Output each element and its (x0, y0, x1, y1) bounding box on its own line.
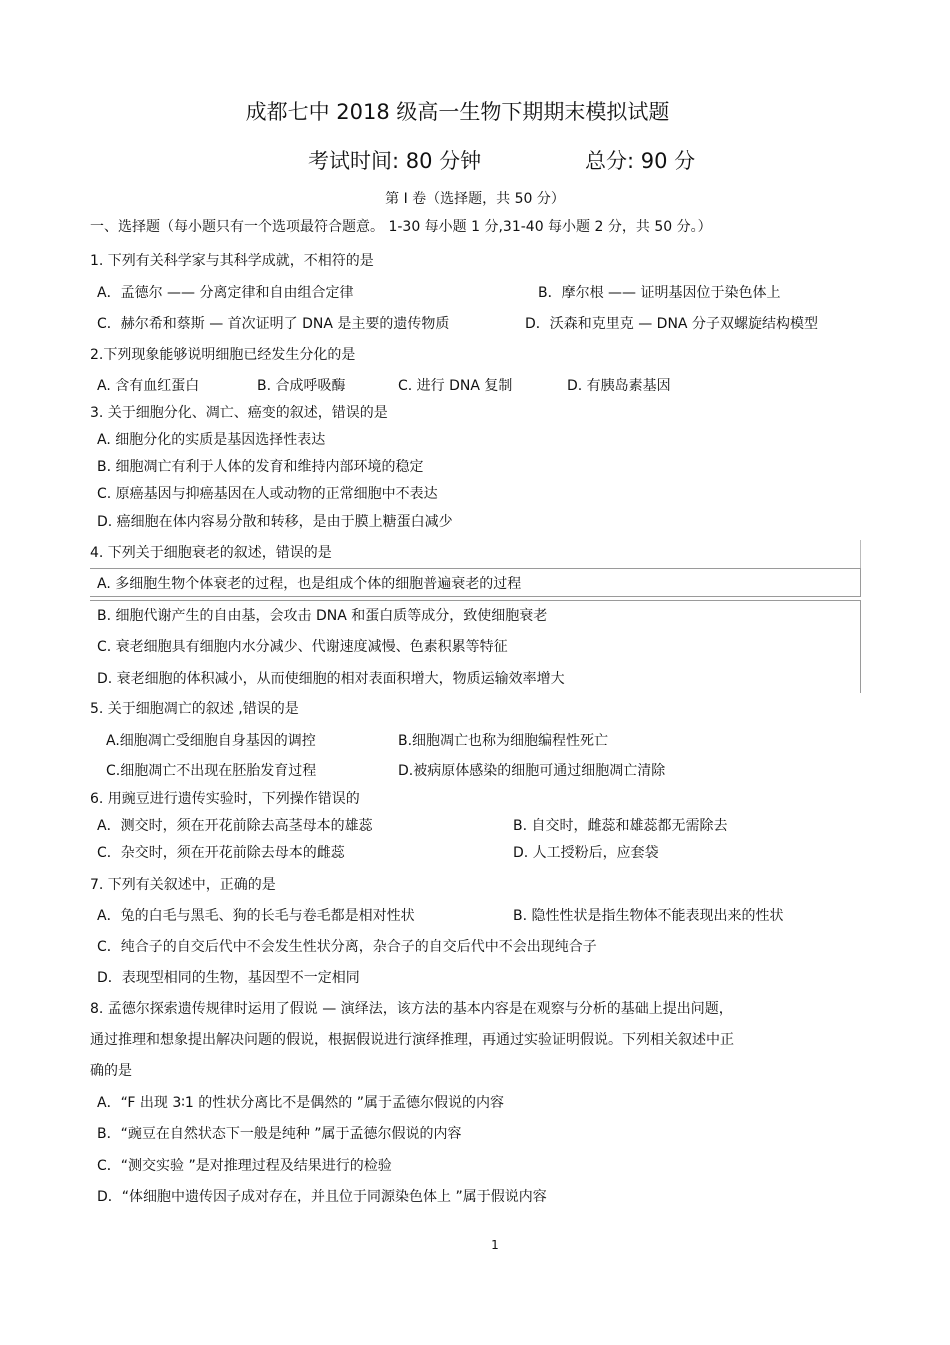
option-line: B．“豌豆在自然状态下一般是纯种 ”属于孟德尔假说的内容 (97, 1126, 462, 1142)
option-line: D. 癌细胞在体内容易分散和转移，是由于膜上糖蛋白减少 (97, 514, 453, 530)
question-stem: 6. 用豌豆进行遗传实验时，下列操作错误的 (90, 791, 360, 807)
instruction-text: 一、选择题（每小题只有一个选项最符合题意。 1-30 每小题 1 分,31-40 每小题 2 分，共 50 分。） (90, 219, 712, 235)
option-line: C．杂交时，须在开花前除去母本的雌蕊 (97, 845, 345, 861)
option-line: D．沃森和克里克 — DNA 分子双螺旋结构模型 (525, 316, 818, 332)
option-line: B. 细胞代谢产生的自由基，会攻击 DNA 和蛋白质等成分，致使细胞衰老 (97, 608, 548, 624)
question-stem: 1. 下列有关科学家与其科学成就，不相符的是 (90, 253, 374, 269)
option-line: C．“测交实验 ”是对推理过程及结果进行的检验 (97, 1158, 392, 1174)
option-line: B. 自交时，雌蕊和雄蕊都无需除去 (513, 818, 728, 834)
option-line: D. 衰老细胞的体积减小，从而使细胞的相对表面积增大，物质运输效率增大 (97, 671, 565, 687)
option-line: B．摩尔根 —— 证明基因位于染色体上 (538, 285, 781, 301)
option-line: D．表现型相同的生物，基因型不一定相同 (97, 970, 360, 986)
option-line: A．“F 出现 3∶1 的性状分离比不是偶然的 ”属于孟德尔假说的内容 (97, 1095, 504, 1111)
option-line: A．兔的白毛与黑毛、狗的长毛与卷毛都是相对性状 (97, 908, 415, 924)
question-stem: 确的是 (90, 1063, 132, 1079)
page-number: 1 (491, 1238, 499, 1252)
option-line: A. 含有血红蛋白 (97, 378, 200, 394)
option-line: B. 合成呼吸酶 (257, 378, 346, 394)
option-line: B.细胞凋亡也称为细胞编程性死亡 (398, 733, 609, 749)
option-line: C．赫尔希和蔡斯 — 首次证明了 DNA 是主要的遗传物质 (97, 316, 450, 332)
question-stem: 2.下列现象能够说明细胞已经发生分化的是 (90, 347, 356, 363)
question-stem: 3. 关于细胞分化、凋亡、癌变的叙述，错误的是 (90, 405, 388, 421)
option-line: D.被病原体感染的细胞可通过细胞凋亡清除 (398, 763, 666, 779)
exam-time: 考试时间: 80 分钟 (308, 149, 482, 173)
question-stem: 4. 下列关于细胞衰老的叙述，错误的是 (90, 545, 332, 561)
option-line: A．孟德尔 —— 分离定律和自由组合定律 (97, 285, 354, 301)
option-line: B. 隐性性状是指生物体不能表现出来的性状 (513, 908, 784, 924)
option-line: C.细胞凋亡不出现在胚胎发育过程 (106, 763, 317, 779)
option-line: C. 衰老细胞具有细胞内水分减少、代谢速度减慢、色素积累等特征 (97, 639, 508, 655)
question-stem: 5. 关于细胞凋亡的叙述 ,错误的是 (90, 701, 299, 717)
option-line: A.细胞凋亡受细胞自身基因的调控 (106, 733, 316, 749)
question-stem: 8. 孟德尔探索遗传规律时运用了假说 — 演绎法，该方法的基本内容是在观察与分析的基础上提出问题， (90, 1001, 733, 1017)
question-stem: 7. 下列有关叙述中，正确的是 (90, 877, 276, 893)
page-title: 成都七中 2018 级高一生物下期期末模拟试题 (245, 100, 670, 124)
option-line: D. 人工授粉后，应套袋 (513, 845, 659, 861)
option-line: C. 进行 DNA 复制 (398, 378, 513, 394)
option-line: D．“体细胞中遗传因子成对存在，并且位于同源染色体上 ”属于假说内容 (97, 1189, 547, 1205)
option-line: C. 原癌基因与抑癌基因在人或动物的正常细胞中不表达 (97, 486, 438, 502)
option-line: B. 细胞凋亡有利于人体的发育和维持内部环境的稳定 (97, 459, 424, 475)
total-score: 总分: 90 分 (585, 149, 696, 173)
option-line: D. 有胰岛素基因 (567, 378, 671, 394)
question-stem: 通过推理和想象提出解决问题的假说，根据假说进行演绎推理，再通过实验证明假说。下列相关叙述中正 (90, 1032, 734, 1048)
option-line: A. 细胞分化的实质是基因选择性表达 (97, 432, 326, 448)
frame-line (860, 540, 861, 568)
option-line: A．测交时，须在开花前除去高茎母本的雄蕊 (97, 818, 373, 834)
option-line: A. 多细胞生物个体衰老的过程，也是组成个体的细胞普遍衰老的过程 (97, 576, 522, 592)
option-line: C．纯合子的自交后代中不会发生性状分离，杂合子的自交后代中不会出现纯合子 (97, 939, 597, 955)
section-heading: 第 I 卷（选择题，共 50 分） (385, 191, 565, 207)
